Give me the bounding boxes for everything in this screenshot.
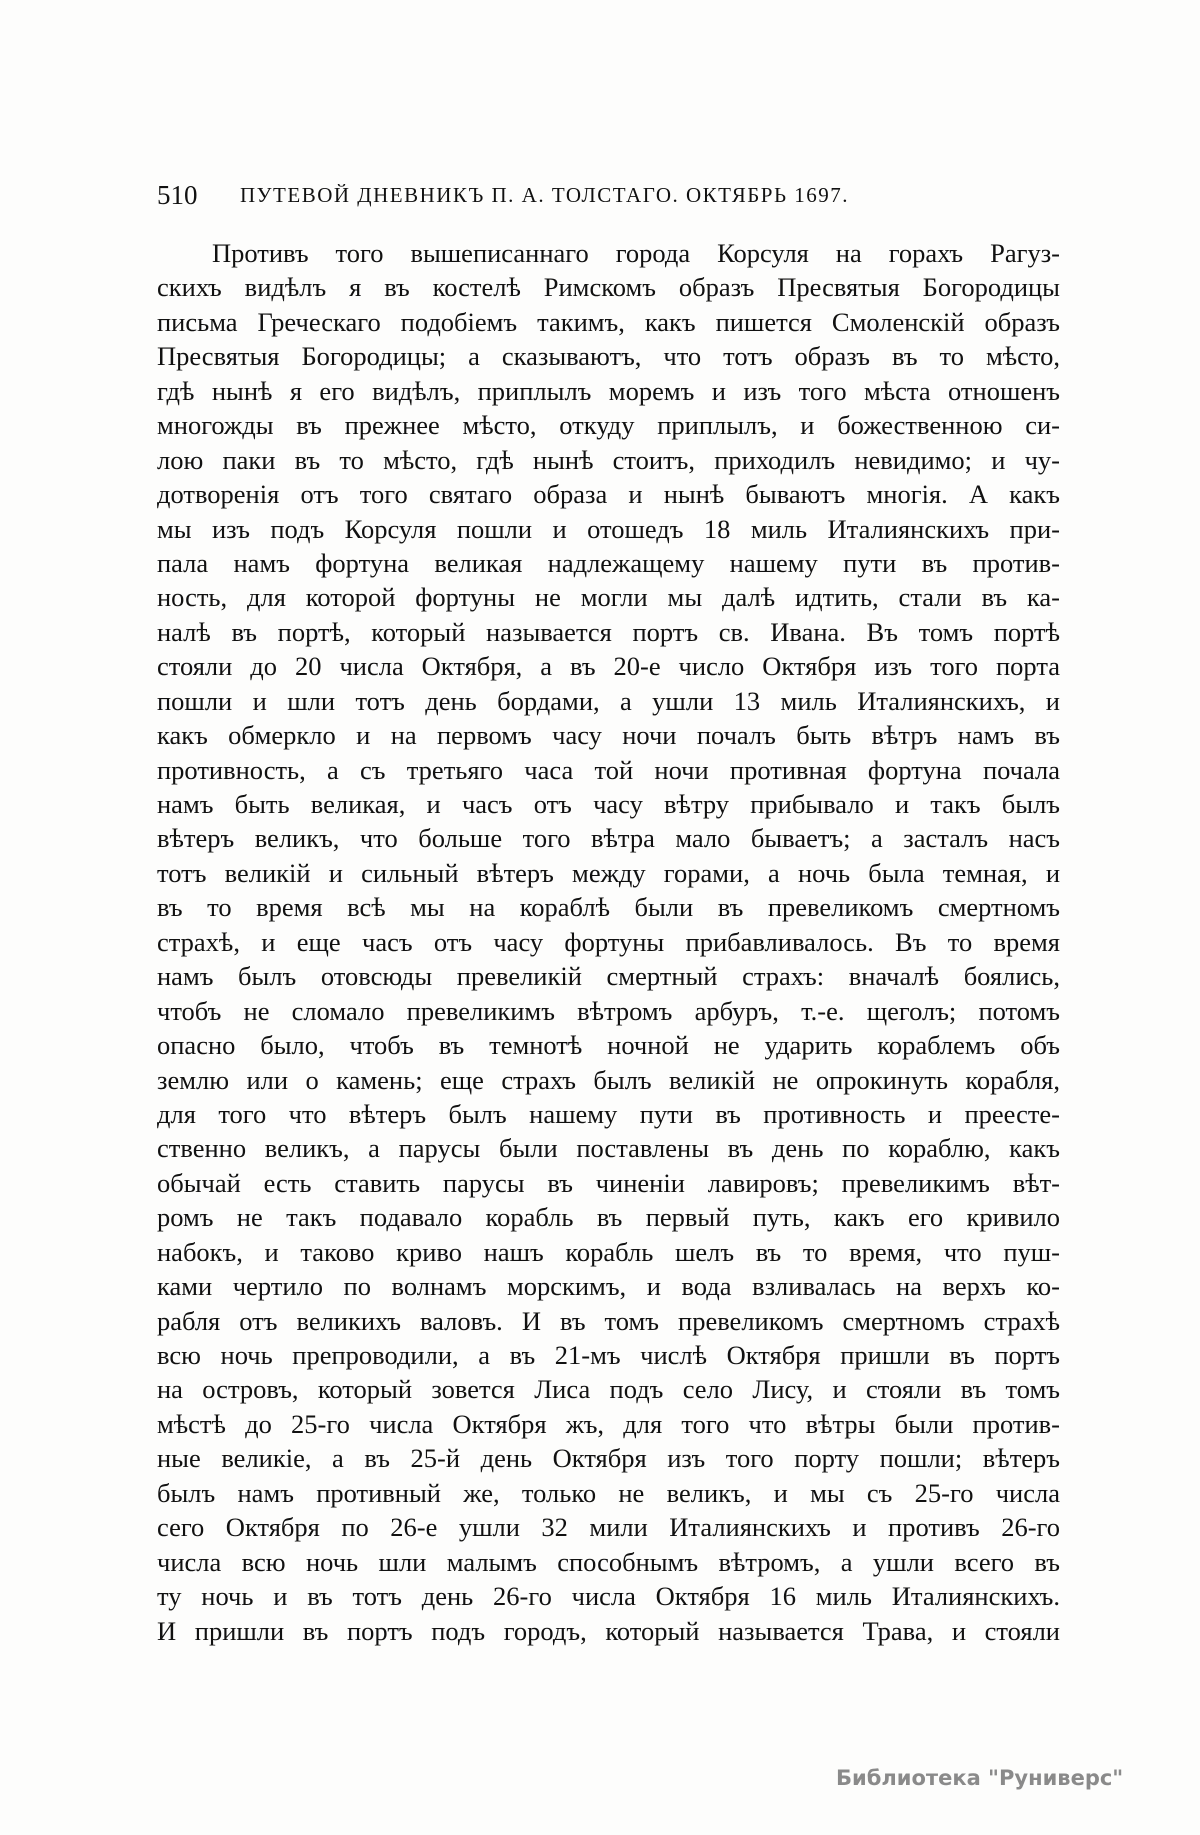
- text-line: рабля отъ великихъ валовъ. И въ томъ превеликомъ смертномъ страхѣ: [157, 1305, 1060, 1336]
- text-line: мѣстѣ до 25-го числа Октября жъ, для того что вѣтры были против-: [157, 1408, 1060, 1439]
- text-line: обычай есть ставить парусы въ чиненіи лавировъ; превеликимъ вѣт-: [157, 1167, 1060, 1198]
- text-line: ту ночь и въ тотъ день 26-го числа Октября 16 миль Италиянскихъ.: [157, 1581, 1060, 1612]
- text-line: чтобъ не сломало превеликимъ вѣтромъ арбуръ, т.-е. щеголъ; потомъ: [157, 995, 1060, 1026]
- text-line: пошли и шли тотъ день бордами, а ушли 13 миль Италиянскихъ, и: [157, 685, 1060, 716]
- text-line: всю ночь препроводили, а въ 21-мъ числѣ Октября пришли въ портъ: [157, 1340, 1060, 1370]
- running-header: [157, 180, 1060, 216]
- running-title: ПУТЕВОЙ ДНЕВНИКЪ П. А. ТОЛСТАГО. ОКТЯБРЬ 1697.: [240, 183, 850, 207]
- text-line: ственно великъ, а парусы были поставлены въ день по кораблю, какъ: [157, 1133, 1060, 1164]
- text-line: многожды въ прежнее мѣсто, откуду приплылъ, и божественною си-: [157, 410, 1060, 441]
- text-line: ность, для которой фортуны не могли мы далѣ идтить, стали въ ка-: [157, 582, 1060, 613]
- text-line: стояли до 20 числа Октября, а въ 20-е число Октября изъ того порта: [157, 651, 1060, 682]
- text-line: скихъ видѣлъ я въ костелѣ Римскомъ образъ Пресвятыя Богородицы: [157, 272, 1060, 303]
- text-line: числа всю ночь шли малымъ способнымъ вѣтромъ, а ушли всего въ: [157, 1546, 1060, 1577]
- text-line: намъ быть великая, и часъ отъ часу вѣтру прибывало и такъ былъ: [157, 789, 1060, 819]
- text-line: для того что вѣтеръ былъ нашему пути въ противность и преесте-: [157, 1098, 1060, 1129]
- text-line: былъ намъ противный же, только не великъ, и мы съ 25-го числа: [157, 1477, 1060, 1508]
- text-line: мы изъ подъ Корсуля пошли и отошедъ 18 миль Италиянскихъ при-: [157, 513, 1060, 544]
- text-line: письма Греческаго подобіемъ такимъ, какъ пишется Смоленскій образъ: [157, 306, 1060, 337]
- page-number: 510: [157, 180, 198, 210]
- text-line: сего Октября по 26-е ушли 32 мили Италиянскихъ и противъ 26-го: [157, 1512, 1060, 1543]
- text-line: въ то время всѣ мы на кораблѣ были въ превеликомъ смертномъ: [157, 892, 1060, 923]
- text-line: тотъ великій и сильный вѣтеръ между горами, а ночь была темная, и: [157, 857, 1060, 888]
- text-line: землю или о камень; еще страхъ былъ великій не опрокинуть корабля,: [157, 1064, 1060, 1095]
- library-watermark: Библиотека "Руниверс": [836, 1766, 1124, 1790]
- text-line: страхѣ, и еще часъ отъ часу фортуны прибавливалось. Въ то время: [157, 926, 1060, 957]
- body-text: [157, 236, 1060, 1648]
- text-line: намъ былъ отовсюды превеликій смертный страхъ: вначалѣ боялись,: [157, 961, 1060, 992]
- text-line: налѣ въ портѣ, который называется портъ св. Ивана. Въ томъ портѣ: [157, 616, 1060, 647]
- text-line: Противъ того вышеписаннаго города Корсуля на горахъ Рагуз-: [212, 238, 1060, 268]
- text-line: на островъ, который зовется Лиса подъ село Лису, и стояли въ томъ: [157, 1374, 1060, 1405]
- text-line: ромъ не такъ подавало корабль въ первый путь, какъ его кривило: [157, 1202, 1060, 1233]
- text-line: пала намъ фортуна великая надлежащему нашему пути въ против-: [157, 547, 1060, 578]
- text-line: Пресвятыя Богородицы; а сказываютъ, что тотъ образъ въ то мѣсто,: [157, 341, 1060, 372]
- text-line: дотворенія отъ того святаго образа и нынѣ бываютъ многія. А какъ: [157, 479, 1060, 510]
- text-line: лою паки въ то мѣсто, гдѣ нынѣ стоитъ, приходилъ невидимо; и чу-: [157, 444, 1060, 475]
- text-line: вѣтеръ великъ, что больше того вѣтра мало бываетъ; а засталъ насъ: [157, 823, 1060, 854]
- text-line: набокъ, и таково криво нашъ корабль шелъ въ то время, что пуш-: [157, 1236, 1060, 1267]
- text-line: какъ обмеркло и на первомъ часу ночи почалъ быть вѣтръ намъ въ: [157, 720, 1060, 751]
- text-line: гдѣ нынѣ я его видѣлъ, приплылъ моремъ и изъ того мѣста отношенъ: [157, 375, 1060, 406]
- text-line: ками чертило по волнамъ морскимъ, и вода взливалась на верхъ ко-: [157, 1271, 1060, 1302]
- text-line: И пришли въ портъ подъ городъ, который называется Трава, и стояли: [157, 1615, 1060, 1646]
- text-line: ные великіе, а въ 25-й день Октября изъ того порту пошли; вѣтеръ: [157, 1443, 1060, 1474]
- text-line: опасно было, чтобъ въ темнотѣ ночной не ударить кораблемъ объ: [157, 1030, 1060, 1061]
- text-line: противность, а съ третьяго часа той ночи противная фортуна почала: [157, 754, 1060, 785]
